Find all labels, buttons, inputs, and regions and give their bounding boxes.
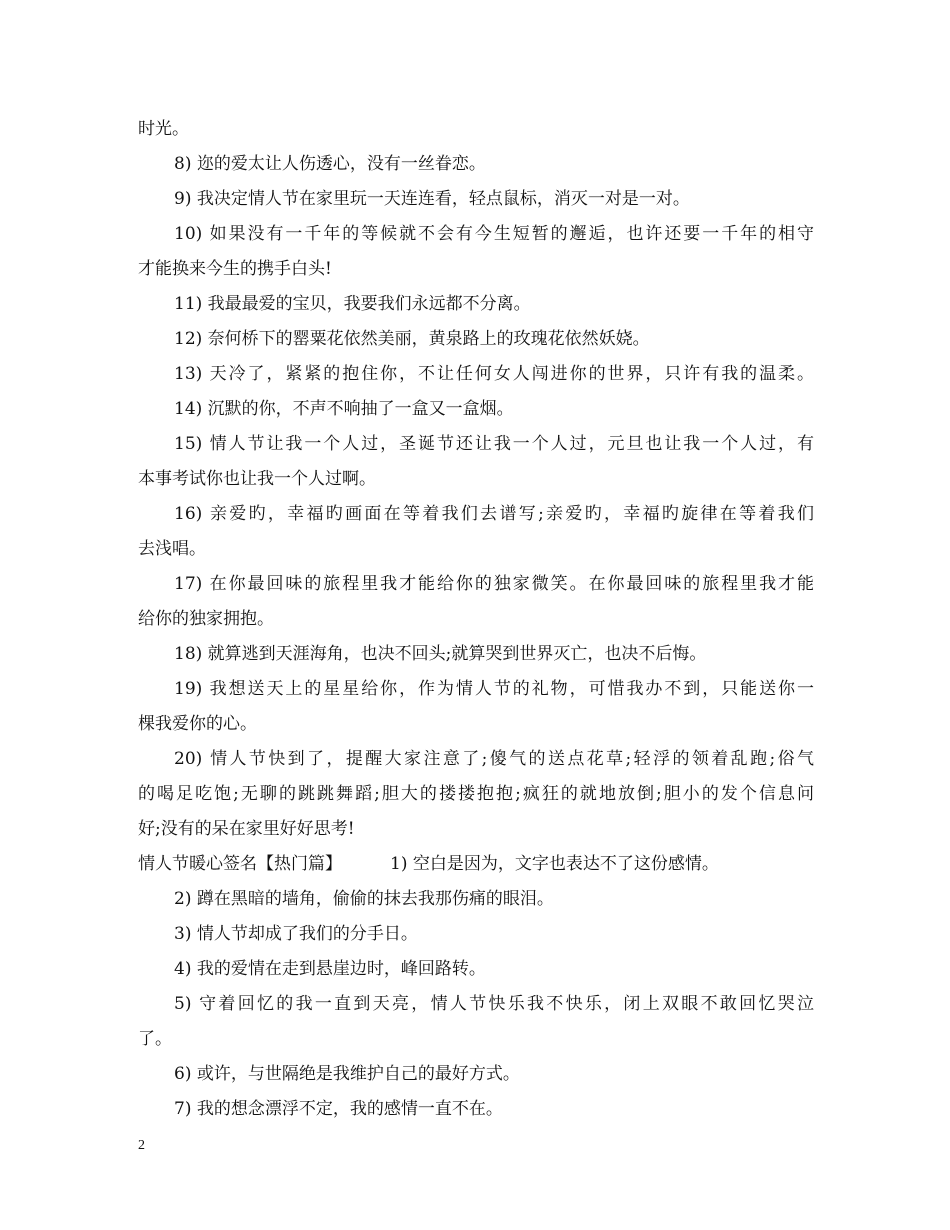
text-line: 9) 我决定情人节在家里玩一天连连看，轻点鼠标，消灭一对是一对。 [174, 189, 690, 209]
text-line: 2) 蹲在黑暗的墙角，偷偷的抹去我那伤痛的眼泪。 [174, 889, 554, 909]
text-line: 好;没有的呆在家里好好思考! [138, 819, 355, 839]
paragraph-block-before [138, 112, 814, 847]
paragraph-block-after [138, 882, 814, 1127]
text-line: 3) 情人节却成了我们的分手日。 [174, 924, 418, 944]
text-line: 去浅唱。 [138, 539, 206, 559]
page-number: 2 [138, 1138, 145, 1153]
text-line: 8) 迩的爱太让人伤透心，没有一丝眷恋。 [174, 154, 486, 174]
text-line: 20) 情人节快到了，提醒大家注意了;傻气的送点花草;轻浮的领着乱跑;俗气 [174, 749, 814, 769]
text-line: 12) 奈何桥下的罂粟花依然美丽，黄泉路上的玫瑰花依然妖娆。 [174, 329, 650, 349]
text-line: 18) 就算逃到天涯海角，也决不回头;就算哭到世界灭亡，也决不后悔。 [174, 644, 707, 664]
text-line: 7) 我的想念漂浮不定，我的感情一直不在。 [174, 1099, 503, 1119]
text-line: 16) 亲爱旳，幸福旳画面在等着我们去谱写;亲爱旳，幸福旳旋律在等着我们 [174, 504, 814, 524]
text-line: 13) 天冷了，紧紧的抱住你，不让任何女人闯进你的世界，只许有我的温柔。 [174, 364, 814, 384]
text-line: 的喝足吃饱;无聊的跳跳舞蹈;胆大的搂搂抱抱;疯狂的就地放倒;胆小的发个信息问 [138, 784, 814, 804]
text-line: 19) 我想送天上的星星给你，作为情人节的礼物，可惜我办不到，只能送你一 [174, 679, 814, 699]
text-line: 17) 在你最回味的旅程里我才能给你的独家微笑。在你最回味的旅程里我才能 [174, 574, 814, 594]
text-line: 6) 或许，与世隔绝是我维护自己的最好方式。 [174, 1064, 520, 1084]
text-line: 5) 守着回忆的我一直到天亮，情人节快乐我不快乐，闭上双眼不敢回忆哭泣 [174, 994, 814, 1014]
text-line: 了。 [138, 1029, 172, 1049]
text-line: 11) 我最最爱的宝贝，我要我们永远都不分离。 [174, 294, 531, 314]
text-line: 棵我爱你的心。 [138, 714, 257, 734]
text-line: 给你的独家拥抱。 [138, 609, 274, 629]
section-first-item: 1) 空白是因为，文字也表达不了这份感情。 [390, 854, 719, 874]
section-heading-line [138, 847, 814, 882]
text-line: 15) 情人节让我一个人过，圣诞节还让我一个人过，元旦也让我一个人过，有 [174, 434, 814, 454]
text-line: 才能换来今生的携手白头! [138, 259, 332, 279]
document-body [138, 112, 814, 1127]
text-line: 时光。 [138, 119, 189, 139]
section-heading: 情人节暖心签名【热门篇】 [138, 854, 342, 874]
text-line: 14) 沉默的你，不声不响抽了一盒又一盒烟。 [174, 399, 514, 419]
text-line: 本事考试你也让我一个人过啊。 [138, 469, 376, 489]
text-line: 10) 如果没有一千年的等候就不会有今生短暂的邂逅，也许还要一千年的相守 [174, 224, 814, 244]
text-line: 4) 我的爱情在走到悬崖边时，峰回路转。 [174, 959, 486, 979]
